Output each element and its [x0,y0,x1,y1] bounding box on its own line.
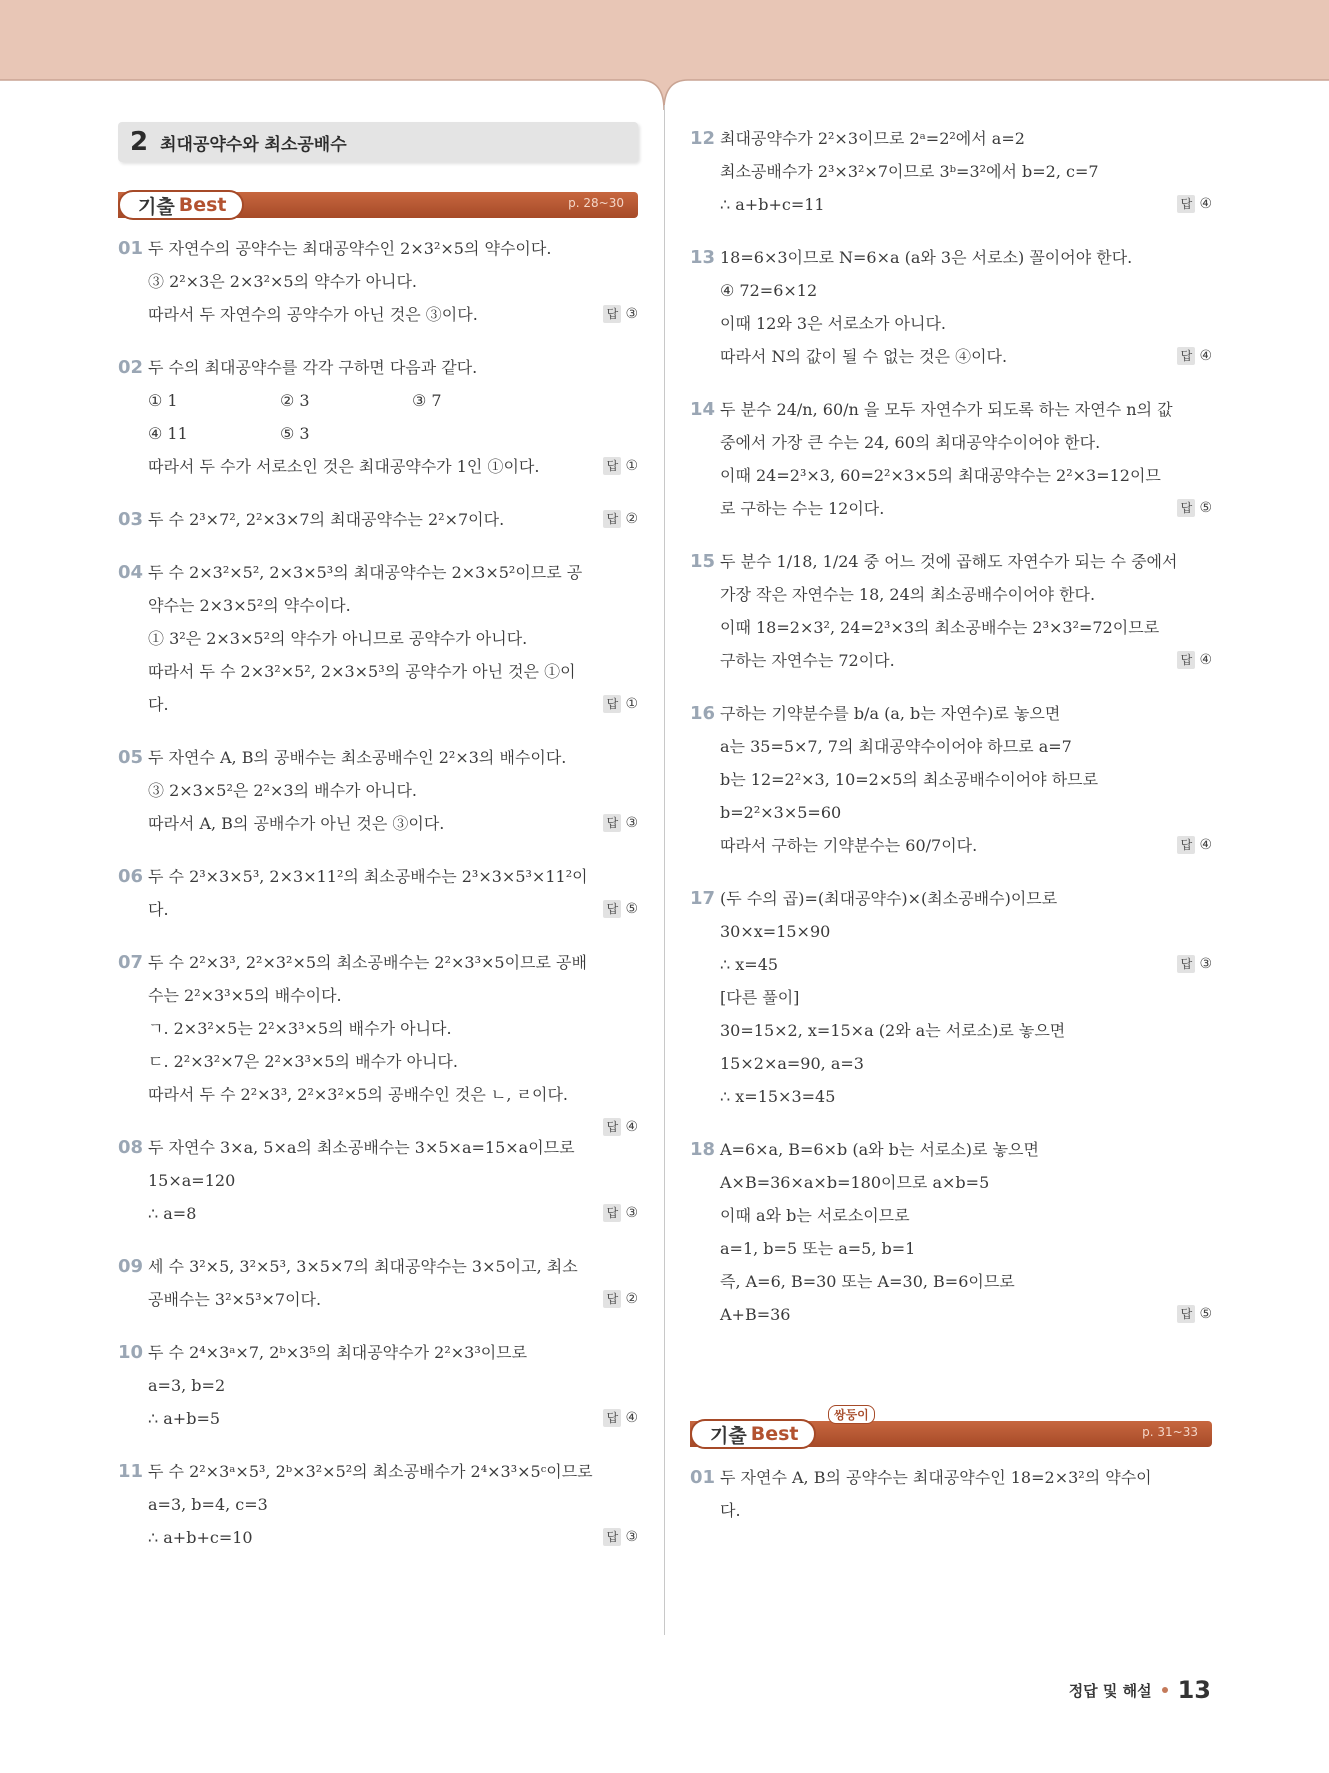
answer-tag: 답 [603,1290,621,1308]
right-problem-list [690,122,1212,1331]
line-text: 두 분수 24/n, 60/n 을 모두 자연수가 되도록 하는 자연수 n의 값 [720,400,1173,419]
problem-line [148,741,638,774]
line-text: ③ 2²×3은 2×3²×5의 약수가 아니다. [148,272,418,291]
answer [603,893,638,926]
column-divider [664,105,665,1635]
answer [603,503,638,536]
problem-number: 16 [690,703,716,724]
problem-number: 08 [118,1137,144,1158]
problem-16 [690,697,1212,862]
problem-number: 09 [118,1256,144,1277]
line-text: A×B=36×a×b=180이므로 a×b=5 [720,1173,990,1192]
problem-line [148,860,638,893]
line-text: 중에서 가장 큰 수는 24, 60의 최대공약수이어야 한다. [720,433,1101,452]
problem-line [720,1080,1212,1113]
answer-value: ① [625,696,638,712]
line-text: 구하는 기약분수를 b/a (a, b는 자연수)로 놓으면 [720,704,1061,723]
problem-line [148,622,638,655]
top-curve [0,70,1329,110]
best-twin-label-b: Best [750,1423,799,1445]
line-text: 따라서 두 자연수의 공약수가 아닌 것은 ③이다. [148,305,478,324]
line-text: ∴ x=45 [720,955,779,974]
line-text: A=6×a, B=6×b (a와 b는 서로소)로 놓으면 [720,1140,1039,1159]
problem-line [720,578,1212,611]
answer [603,450,638,483]
line-text: 15×a=120 [148,1171,236,1190]
answer [1177,948,1212,981]
answer-tag: 답 [1177,347,1195,365]
problem-line [720,545,1212,578]
page-number: 13 [1177,1676,1211,1704]
problem-line [720,241,1212,274]
problem-line [148,893,638,926]
problem-13 [690,241,1212,373]
page-footer [1069,1676,1211,1704]
problem-number: 18 [690,1139,716,1160]
section-number: 2 [130,127,149,157]
answer-tag: 답 [603,510,621,528]
problem-01 [118,232,638,331]
problem-number: 11 [118,1461,144,1482]
problem-line [720,1265,1212,1298]
answer-value: ⑤ [1199,500,1212,516]
problem-line [148,351,638,384]
twin-tag: 쌍둥이 [828,1405,875,1424]
problem-line [148,807,638,840]
answer [1177,829,1212,862]
line-text: A+B=36 [720,1305,791,1324]
line-text: b=2²×3×5=60 [720,803,842,822]
answer-value: ④ [625,1410,638,1426]
line-text: a=3, b=2 [148,1376,226,1395]
answer [603,1402,638,1435]
line-text: a=1, b=5 또는 a=5, b=1 [720,1239,916,1258]
line-text: 따라서 두 수 2×3²×5², 2×3×5³의 공약수가 아닌 것은 ①이 [148,662,576,681]
problem-line [148,1012,638,1045]
problem-line [720,459,1212,492]
line-text: 따라서 구하는 기약분수는 60/7이다. [720,836,978,855]
answer [603,298,638,331]
option-row [148,384,638,417]
line-text: 이때 24=2³×3, 60=2²×3×5의 최대공약수는 2²×3=12이므 [720,466,1161,485]
line-text: 최대공약수가 2²×3이므로 2ᵃ=2²에서 a=2 [720,129,1025,148]
answer [603,1521,638,1554]
answer-tag: 답 [1177,955,1195,973]
problem-line [148,265,638,298]
line-text: a는 35=5×7, 7의 최대공약수이어야 하므로 a=7 [720,737,1072,756]
problem-line [720,155,1212,188]
problem-line [148,450,638,483]
problem-line [148,1131,638,1164]
answer-tag: 답 [1177,499,1195,517]
option: ⑤ 3 [280,424,310,443]
best-badge [118,190,244,220]
answer-value: ⑤ [1199,1306,1212,1322]
line-text: (두 수의 곱)=(최대공약수)×(최소공배수)이므로 [720,889,1058,908]
problem-line [148,1336,638,1369]
problem-18 [690,1133,1212,1331]
problem-line [720,796,1212,829]
problem-line [148,1078,638,1111]
option-row [148,417,638,450]
problem-number: 14 [690,399,716,420]
line-text: 세 수 3²×5, 3²×5³, 3×5×7의 최대공약수는 3×5이고, 최소 [148,1257,578,1276]
twin-problem-01 [690,1461,1212,1527]
problem-number: 01 [118,238,144,259]
line-text: 두 수의 최대공약수를 각각 구하면 다음과 같다. [148,358,478,377]
answer [603,1197,638,1230]
problem-line [148,503,638,536]
problem-line [148,1164,638,1197]
problem-08 [118,1131,638,1230]
problem-line [720,307,1212,340]
line-text: 두 수 2²×3³, 2²×3²×5의 최소공배수는 2²×3³×5이므로 공배 [148,953,587,972]
problem-line [720,1199,1212,1232]
best-banner [118,192,638,218]
problem-line [720,340,1212,373]
answer [1177,492,1212,525]
problem-line [148,1197,638,1230]
line-text: 30×x=15×90 [720,922,831,941]
problem-line [720,644,1212,677]
line-text: 이때 a와 b는 서로소이므로 [720,1206,910,1225]
problem-number: 03 [118,509,144,530]
line-text: ∴ a+b+c=10 [148,1528,253,1547]
answer [1177,644,1212,677]
problem-number: 05 [118,747,144,768]
problem-03 [118,503,638,536]
problem-line [148,1488,638,1521]
answer-tag: 답 [603,695,621,713]
problem-line [720,426,1212,459]
answer-tag: 답 [1177,195,1195,213]
line-text: 따라서 두 수 2²×3³, 2²×3²×5의 공배수인 것은 ㄴ, ㄹ이다. [148,1085,569,1104]
problem-number: 10 [118,1342,144,1363]
line-text: 약수는 2×3×5²의 약수이다. [148,596,351,615]
answer-tag: 답 [1177,651,1195,669]
line-text: ∴ x=15×3=45 [720,1087,836,1106]
problem-line [148,1250,638,1283]
problem-09 [118,1250,638,1316]
best-twin-badge [690,1419,816,1449]
best-pages: p. 28~30 [568,196,624,210]
answer-value: ④ [1199,652,1212,668]
problem-number: 06 [118,866,144,887]
answer [603,1283,638,1316]
problem-line [720,188,1212,221]
answer-tag: 답 [603,900,621,918]
best-twin-banner [690,1408,1212,1447]
problem-04 [118,556,638,721]
problem-line [720,274,1212,307]
answer-tag: 답 [603,1204,621,1222]
problem-line [720,1014,1212,1047]
problem-line [720,1166,1212,1199]
problem-line [148,1045,638,1078]
line-text: 즉, A=6, B=30 또는 A=30, B=6이므로 [720,1272,1015,1291]
footer-label: 정답 및 해설 [1068,1681,1152,1700]
left-problem-list [118,232,638,1554]
problem-line [148,298,638,331]
line-text: 따라서 N의 값이 될 수 없는 것은 ④이다. [720,347,1008,366]
line-text: 두 수 2⁴×3ᵃ×7, 2ᵇ×3⁵의 최대공약수가 2²×3³이므로 [148,1343,528,1362]
line-text: 두 분수 1/18, 1/24 중 어느 것에 곱해도 자연수가 되는 수 중에서 [720,552,1178,571]
problem-line [720,393,1212,426]
option: ③ 7 [412,391,442,410]
best-label-a: 기출 [138,195,175,218]
problem-number: 17 [690,888,716,909]
answer-value: ③ [625,1529,638,1545]
option: ② 3 [280,391,310,410]
answer-value: ④ [1199,348,1212,364]
line-text: 수는 2²×3³×5의 배수이다. [148,986,342,1005]
problem-line [148,1283,638,1316]
line-text: ① 3²은 2×3×5²의 약수가 아니므로 공약수가 아니다. [148,629,528,648]
line-text: 이때 18=2×3², 24=2³×3의 최소공배수는 2³×3²=72이므로 [720,618,1160,637]
line-text: ∴ a=8 [148,1204,197,1223]
answer [1177,1298,1212,1331]
answer [603,807,638,840]
problem-line [148,688,638,721]
problem-line [720,882,1212,915]
line-text: 두 수 2³×7², 2²×3×7의 최대공약수는 2²×7이다. [148,510,505,529]
problem-number: 02 [118,357,144,378]
problem-line [720,611,1212,644]
problem-15 [690,545,1212,677]
problem-number: 15 [690,551,716,572]
problem-number: 07 [118,952,144,973]
option: ④ 11 [148,424,188,443]
answer-value: ⑤ [625,901,638,917]
answer-value: ③ [625,815,638,831]
line-text: ㄷ. 2²×3²×7은 2²×3³×5의 배수가 아니다. [148,1052,458,1071]
problem-line [720,948,1212,981]
problem-number: 04 [118,562,144,583]
footer-dot [1162,1687,1168,1693]
line-text: 18=6×3이므로 N=6×a (a와 3은 서로소) 꼴이어야 한다. [720,248,1133,267]
problem-17 [690,882,1212,1113]
line-text: 최소공배수가 2³×3²×7이므로 3ᵇ=3²에서 b=2, c=7 [720,162,1099,181]
problem-06 [118,860,638,926]
line-text: 두 자연수 A, B의 공배수는 최소공배수인 2²×3의 배수이다. [148,748,567,767]
problem-14 [690,393,1212,525]
answer-tag: 답 [603,814,621,832]
answer-tag: 답 [603,1409,621,1427]
answer-value: ① [625,458,638,474]
option: ① 1 [148,391,178,410]
line-text: 따라서 A, B의 공배수가 아닌 것은 ③이다. [148,814,445,833]
answer-value: ④ [1199,837,1212,853]
problem-number: 12 [690,128,716,149]
line-text: 가장 작은 자연수는 18, 24의 최소공배수이어야 한다. [720,585,1096,604]
answer-tag: 답 [1177,1305,1195,1323]
line-text: 이때 12와 3은 서로소가 아니다. [720,314,946,333]
line-text: [다른 풀이] [720,988,800,1007]
problem-line [720,1232,1212,1265]
line-text: 구하는 자연수는 72이다. [720,651,895,670]
answer-value: ③ [1199,956,1212,972]
problem-line [148,1369,638,1402]
problem-line [720,492,1212,525]
answer-value: ③ [625,306,638,322]
answer-tag: 답 [1177,836,1195,854]
problem-number: 01 [690,1467,716,1488]
line-text: ∴ a+b+c=11 [720,195,825,214]
answer-tag: 답 [603,457,621,475]
problem-12 [690,122,1212,221]
section-title: 최대공약수와 최소공배수 [160,134,347,155]
best-twin-pages: p. 31~33 [1142,1425,1198,1439]
line-text: 30=15×2, x=15×a (2와 a는 서로소)로 놓으면 [720,1021,1066,1040]
line-text: ∴ a+b=5 [148,1409,221,1428]
line-text: 두 수 2²×3ᵃ×5³, 2ᵇ×3²×5²의 최소공배수가 2⁴×3³×5ᶜ이므로 [148,1462,593,1481]
left-column [118,122,638,1574]
problem-line [148,655,638,688]
line-text: ④ 72=6×12 [720,281,818,300]
answer [1177,340,1212,373]
line-text: 공배수는 3²×5³×7이다. [148,1290,322,1309]
answer [1177,188,1212,221]
problem-line [148,1402,638,1435]
best-label-b: Best [178,194,227,216]
problem-line [148,1521,638,1554]
problem-line [720,1133,1212,1166]
problem-line: 다. [720,1501,741,1520]
problem-10 [118,1336,638,1435]
line-text: 두 수 2³×3×5³, 2×3×11²의 최소공배수는 2³×3×5³×11²이 [148,867,588,886]
answer-value: ③ [625,1205,638,1221]
problem-line [148,774,638,807]
answer-tag: 답 [603,1118,621,1136]
line-text: b는 12=2²×3, 10=2×5의 최소공배수이어야 하므로 [720,770,1099,789]
answer-value: ④ [1199,196,1212,212]
problem-line [720,981,1212,1014]
section-heading [118,122,638,162]
best-twin-label-a: 기출 [710,1424,747,1447]
problem-number: 13 [690,247,716,268]
problem-line [720,1047,1212,1080]
problem-line: 두 자연수 A, B의 공약수는 최대공약수인 18=2×3²의 약수이 [720,1468,1152,1487]
problem-line [148,556,638,589]
problem-02 [118,351,638,483]
problem-line [148,1455,638,1488]
problem-line [148,232,638,265]
answer-tag: 답 [603,305,621,323]
problem-05 [118,741,638,840]
line-text: 15×2×a=90, a=3 [720,1054,864,1073]
answer-value: ② [625,511,638,527]
problem-07 [118,946,638,1135]
answer-tag: 답 [603,1528,621,1546]
line-text: 다. [148,695,169,714]
problem-line [148,979,638,1012]
answer [603,688,638,721]
line-text: a=3, b=4, c=3 [148,1495,268,1514]
problem-line [720,763,1212,796]
problem-line [720,915,1212,948]
line-text: 두 자연수의 공약수는 최대공약수인 2×3²×5의 약수이다. [148,239,552,258]
top-band [0,0,1329,80]
problem-line [720,1298,1212,1331]
line-text: 두 자연수 3×a, 5×a의 최소공배수는 3×5×a=15×a이므로 [148,1138,575,1157]
answer-value: ② [625,1291,638,1307]
problem-line [720,730,1212,763]
problem-line [720,697,1212,730]
line-text: 다. [148,900,169,919]
right-column [690,122,1212,1547]
problem-line [148,946,638,979]
line-text: ③ 2×3×5²은 2²×3의 배수가 아니다. [148,781,418,800]
problem-line [720,122,1212,155]
problem-11 [118,1455,638,1554]
problem-line [148,589,638,622]
line-text: 로 구하는 수는 12이다. [720,499,885,518]
answer-value: ④ [625,1119,638,1135]
line-text: 두 수 2×3²×5², 2×3×5³의 최대공약수는 2×3×5²이므로 공 [148,563,583,582]
problem-line [720,829,1212,862]
line-text: 따라서 두 수가 서로소인 것은 최대공약수가 1인 ①이다. [148,457,540,476]
line-text: ㄱ. 2×3²×5는 2²×3³×5의 배수가 아니다. [148,1019,452,1038]
